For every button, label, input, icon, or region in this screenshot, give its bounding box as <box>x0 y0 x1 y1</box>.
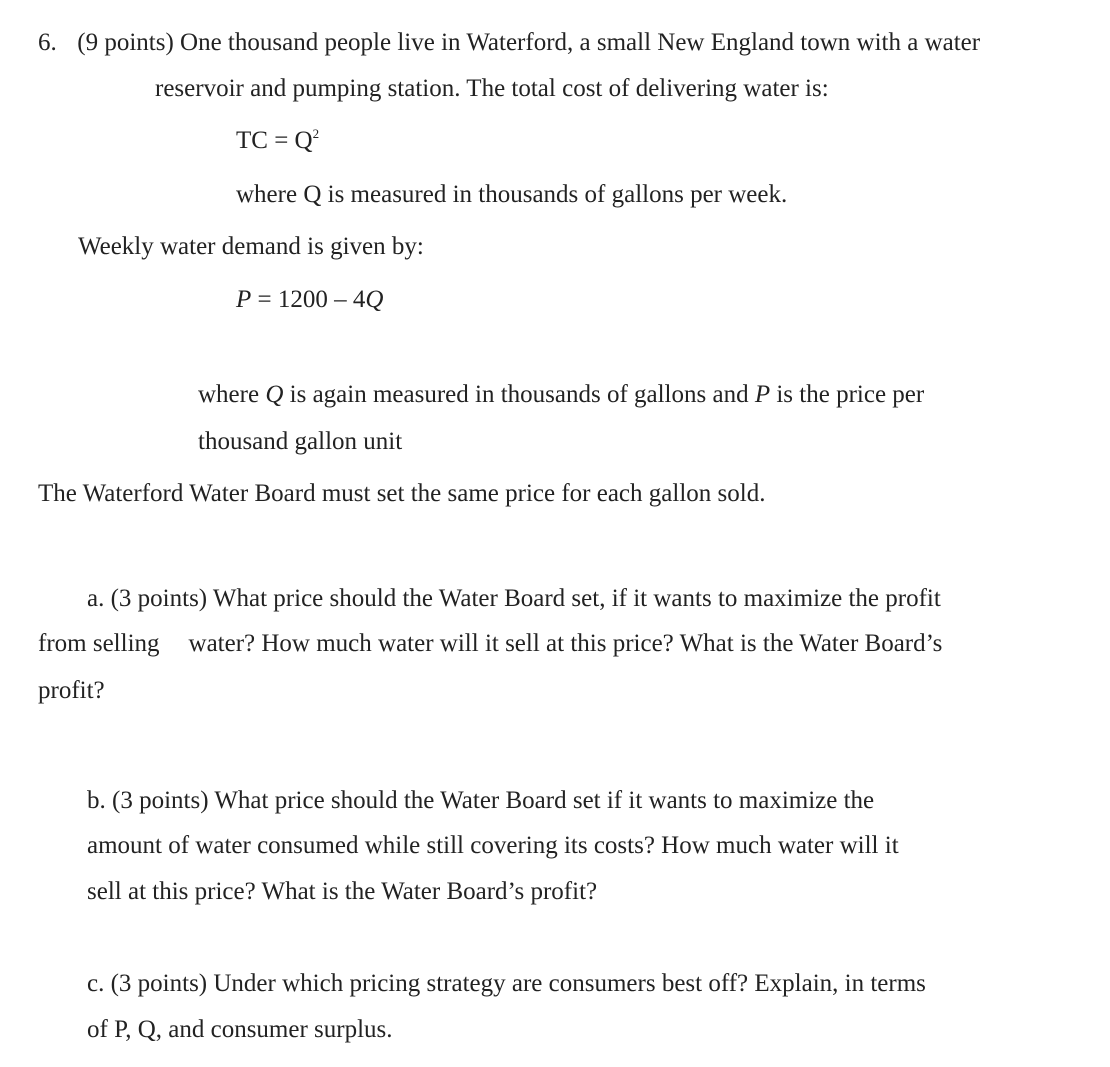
demand-note-p: P <box>754 381 771 408</box>
demand-equation-mid: = 1200 – 4 <box>251 286 366 313</box>
question-header-text: (9 points) One thousand people live in Waterford, a small New England town with a water <box>77 29 981 56</box>
part-b-line-1: b. (3 points) What price should the Water Board set if it wants to maximize the <box>87 787 875 814</box>
pricing-constraint: The Waterford Water Board must set the same price for each gallon sold. <box>38 480 766 507</box>
demand-intro: Weekly water demand is given by: <box>78 233 424 260</box>
part-c-line-1: c. (3 points) Under which pricing strategy are consumers best off? Explain, in terms <box>87 970 926 997</box>
demand-note-q: Q <box>265 381 284 408</box>
demand-equation <box>236 285 383 315</box>
cost-note: where Q is measured in thousands of gallons per week. <box>236 181 788 208</box>
part-b-line-3: sell at this price? What is the Water Board’s profit? <box>87 878 598 905</box>
demand-note-text: is the price per <box>770 381 925 408</box>
question-number: 6. <box>38 29 57 56</box>
part-a-line-3: profit? <box>38 677 105 704</box>
demand-quantity-symbol: Q <box>365 286 384 313</box>
question-header-continued: reservoir and pumping station. The total cost of delivering water is: <box>155 75 829 102</box>
cost-equation <box>236 126 319 156</box>
part-a-line-2 <box>38 629 942 659</box>
demand-note-text: where <box>198 381 266 408</box>
question-header <box>38 28 980 58</box>
demand-price-symbol: P <box>236 286 252 313</box>
demand-note-line-1 <box>198 380 924 410</box>
part-a-line-2-end: water? How much water will it sell at this price? What is the Water Board’s <box>188 630 943 657</box>
part-a-line-1: a. (3 points) What price should the Water Board set, if it wants to maximize the profit <box>87 585 941 612</box>
cost-equation-lhs: TC = Q <box>236 127 313 154</box>
demand-note-line-2: thousand gallon unit <box>198 428 403 455</box>
demand-note-text: is again measured in thousands of gallons and <box>283 381 755 408</box>
part-c-line-2: of P, Q, and consumer surplus. <box>87 1016 393 1043</box>
part-b-line-2: amount of water consumed while still covering its costs? How much water will it <box>87 832 899 859</box>
cost-equation-exponent: 2 <box>312 126 320 141</box>
part-a-line-2-start: from selling <box>38 630 160 657</box>
